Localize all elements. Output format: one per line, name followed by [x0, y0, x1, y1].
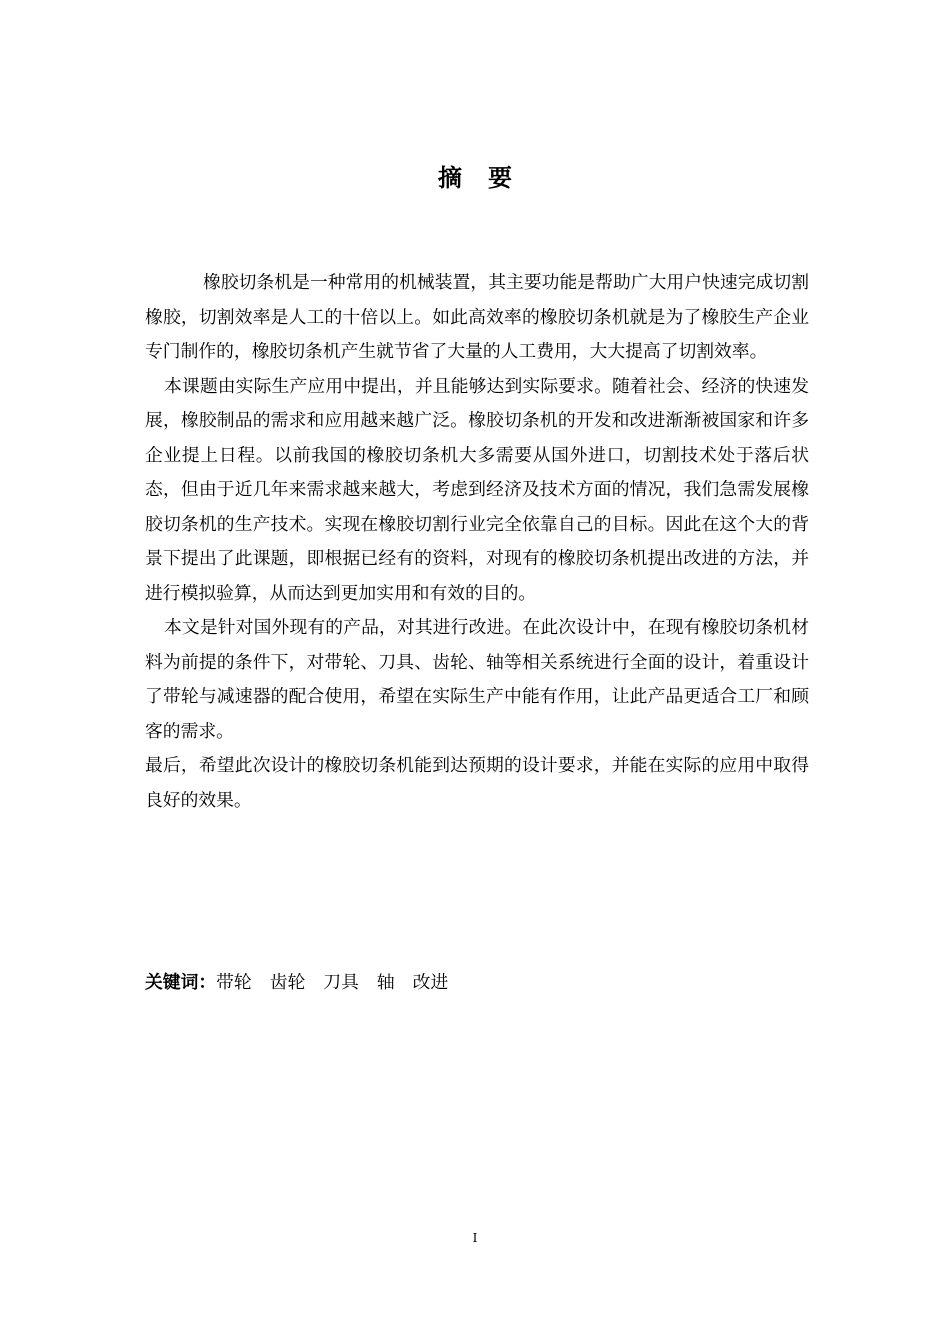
abstract-paragraph-1: 橡胶切条机是一种常用的机械装置，其主要功能是帮助广大用户快速完成切割橡胶，切割效率是人工的十倍以上。如此高效率的橡胶切条机就是为了橡胶生产企业专门制作的，橡胶切条机产生就节省了大量的人工费用，大大提高了切割效率。 [145, 272, 809, 362]
keywords-line [145, 966, 809, 1000]
keyword-item: 齿轮 [269, 972, 306, 993]
keyword-item: 带轮 [216, 972, 252, 993]
keyword-item: 轴 [376, 972, 395, 993]
keywords-label: 关键词： [145, 972, 217, 993]
abstract-body [145, 266, 809, 818]
abstract-paragraph-4: 最后，希望此次设计的橡胶切条机能到达预期的设计要求，并能在实际的应用中取得良好的效果。 [145, 755, 809, 811]
page-title: 摘要 [438, 164, 538, 192]
abstract-paragraph-2: 本课题由实际生产应用中提出，并且能够达到实际要求。随着社会、经济的快速发展，橡胶制品的需求和应用越来越广泛。橡胶切条机的开发和改进渐渐被国家和许多企业提上日程。以前我国的橡胶切条机大多需要从国外进口，切割技术处于落后状态，但由于近几年来需求越来越大，考虑到经济及技术方面的情况，我们急需发展橡胶切条机的生产技术。实现在橡胶切割行业完全依靠自己的目标。因此在这个大的背景下提出了此课题，即根据已经有的资料，对现有的橡胶切条机提出改进的方法，并进行模拟验算，从而达到更加实用和有效的目的。 [145, 375, 809, 604]
page-number: I [472, 1231, 478, 1245]
keyword-item: 改进 [412, 972, 449, 993]
keyword-item: 刀具 [323, 972, 359, 993]
abstract-paragraph-3: 本文是针对国外现有的产品，对其进行改进。在此次设计中，在现有橡胶切条机材料为前提的条件下，对带轮、刀具、齿轮、轴等相关系统进行全面的设计，着重设计了带轮与减速器的配合使用，希望在实际生产中能有作用，让此产品更适合工厂和顾客的需求。 [145, 617, 809, 742]
